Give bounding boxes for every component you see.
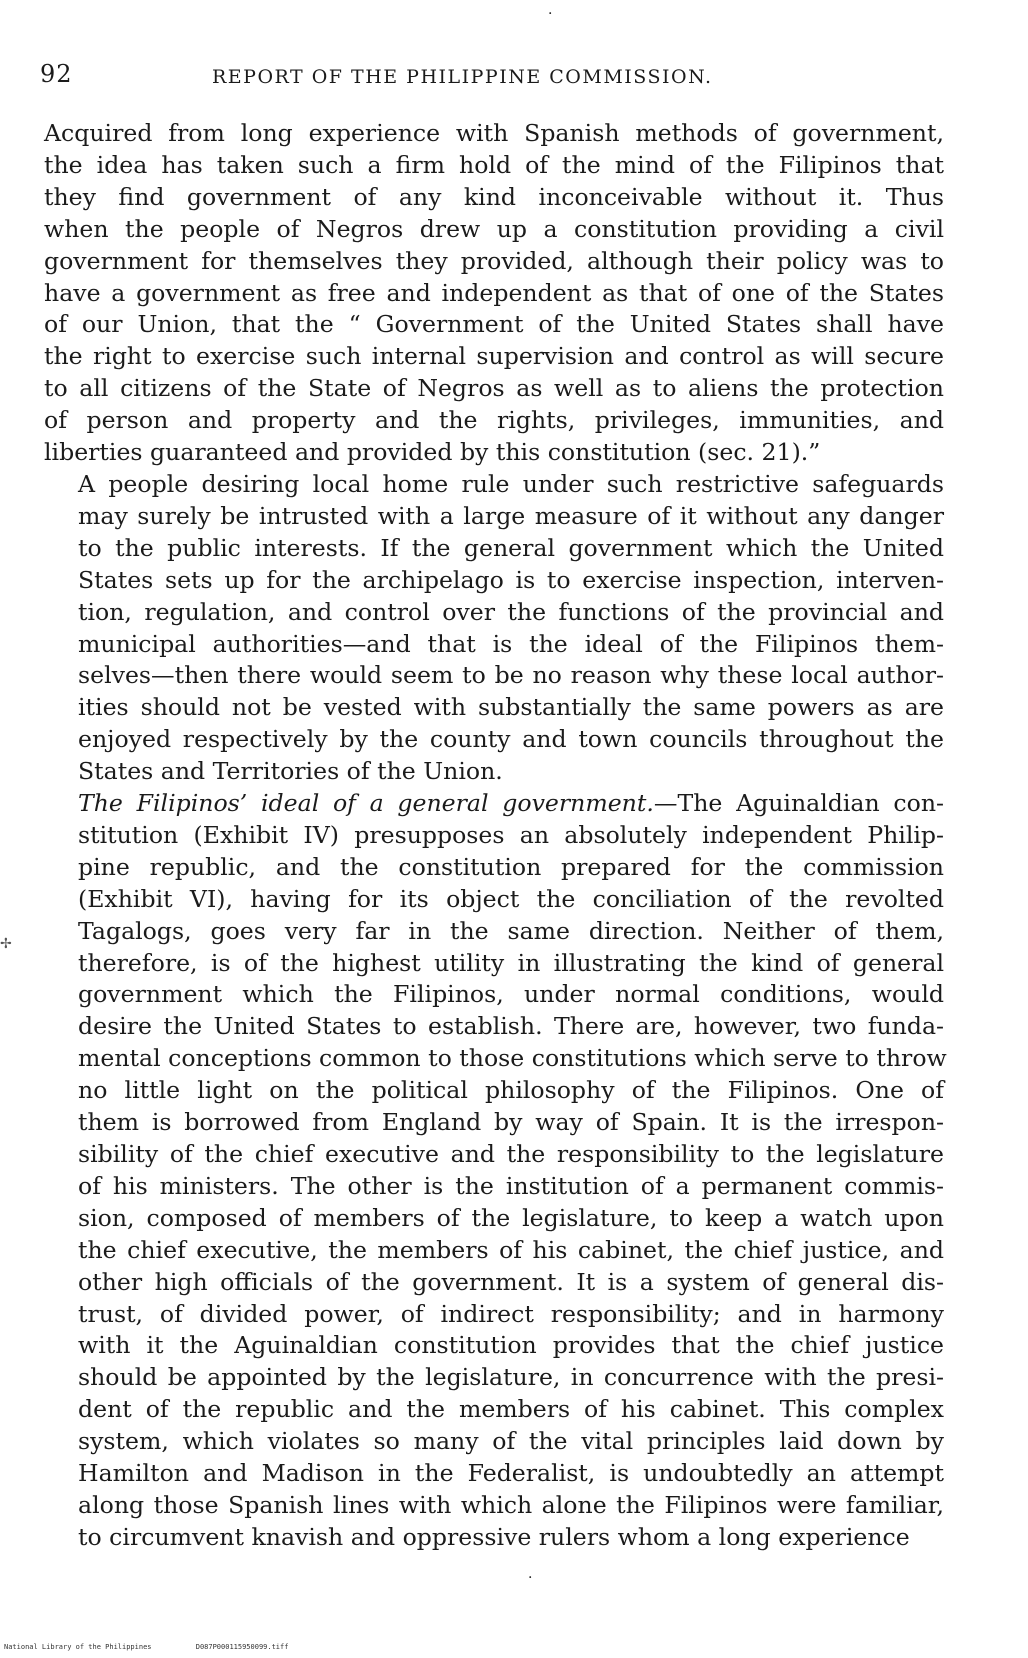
running-title: REPORT OF THE PHILIPPINE COMMISSION. <box>212 66 713 88</box>
text-line: Tagalogs, goes very far in the same direction. Neither of them, <box>78 916 944 945</box>
text-line: government for themselves they provided, although their policy was to <box>44 246 944 275</box>
scan-speck: · <box>528 1570 533 1586</box>
text-line: desire the United States to establish. There are, however, two funda- <box>78 1012 944 1041</box>
text-line: should be appointed by the legislature, in concurrence with the presi- <box>78 1363 944 1392</box>
text-line: tion, regulation, and control over the functions of the provincial and <box>78 597 944 626</box>
text-line: system, which violates so many of the vital principles laid down by <box>78 1427 944 1456</box>
text-line <box>44 788 944 820</box>
text-line: A people desiring local home rule under such restrictive safeguards <box>78 469 944 498</box>
text-line: of his ministers. The other is the institution of a permanent commis- <box>78 1171 944 1200</box>
text-line: the right to exercise such internal supervision and control as will secure <box>44 342 944 371</box>
text-line: with it the Aguinaldian constitution provides that the chief justice <box>78 1331 944 1360</box>
page-number: 92 <box>40 60 73 88</box>
text-line: may surely be intrusted with a large measure of it without any danger <box>78 501 944 530</box>
text-line: therefore, is of the highest utility in illustrating the kind of general <box>78 948 944 977</box>
text-line: them is borrowed from England by way of Spain. It is the irrespon- <box>78 1108 944 1137</box>
text-line: liberties guaranteed and provided by this constitution (sec. 21).” <box>44 438 821 467</box>
side-heading: The Filipinos’ ideal of a general government. <box>78 789 654 818</box>
margin-mark: ✢ <box>0 936 12 952</box>
text-line: dent of the republic and the members of his cabinet. This complex <box>78 1395 944 1424</box>
footer-source: National Library of the Philippines <box>4 1643 152 1651</box>
text-line: other high officials of the government. It is a system of general dis- <box>78 1267 944 1296</box>
text-line: no little light on the political philosophy of the Filipinos. One of <box>78 1076 944 1105</box>
text-line: to the public interests. If the general government which the United <box>78 533 944 562</box>
side-heading-continuation: —The Aguinaldian con- <box>653 789 944 818</box>
text-line: (Exhibit VI), having for its object the conciliation of the revolted <box>78 884 944 913</box>
scan-footer <box>4 1643 328 1651</box>
text-line: to all citizens of the State of Negros as well as to aliens the protection <box>44 374 944 403</box>
text-line: enjoyed respectively by the county and town councils throughout the <box>78 725 944 754</box>
text-line: mental conceptions common to those constitutions which serve to throw <box>78 1044 947 1073</box>
text-line: the chief executive, the members of his cabinet, the chief justice, and <box>78 1235 944 1264</box>
text-line: when the people of Negros drew up a constitution providing a civil <box>44 214 944 243</box>
text-line: Hamilton and Madison in the Federalist, is undoubtedly an attempt <box>78 1459 944 1488</box>
text-line: have a government as free and independent as that of one of the States <box>44 278 944 307</box>
text-line: of our Union, that the “ Government of the United States shall have <box>44 310 944 339</box>
paragraph <box>44 118 944 469</box>
text-line: the idea has taken such a firm hold of the mind of the Filipinos that <box>44 150 944 179</box>
text-line: government which the Filipinos, under normal conditions, would <box>78 980 944 1009</box>
text-line: sibility of the chief executive and the responsibility to the legislature <box>78 1140 944 1168</box>
text-line: along those Spanish lines with which alone the Filipinos were familiar, <box>78 1490 944 1519</box>
text-line: municipal authorities—and that is the ideal of the Filipinos them- <box>78 629 944 658</box>
text-line: they find government of any kind inconceivable without it. Thus <box>44 182 944 211</box>
scan-speck: · <box>548 6 553 22</box>
text-line: Acquired from long experience with Spanish methods of government, <box>44 119 944 147</box>
text-line: States and Territories of the Union. <box>78 757 503 786</box>
text-line: pine republic, and the constitution prepared for the commission <box>78 852 944 881</box>
paragraph <box>44 788 947 1554</box>
text-line: sion, composed of members of the legislature, to keep a watch upon <box>78 1203 944 1232</box>
text-line: of person and property and the rights, privileges, immunities, and <box>44 406 944 435</box>
text-line: to circumvent knavish and oppressive rulers whom a long experience <box>78 1522 910 1551</box>
text-line: selves—then there would seem to be no reason why these local author- <box>78 661 944 690</box>
body-text <box>44 118 947 1554</box>
text-line: trust, of divided power, of indirect responsibility; and in harmony <box>78 1299 944 1328</box>
footer-file: D087P000115950099.tiff <box>195 1643 289 1651</box>
text-line: stitution (Exhibit IV) presupposes an absolutely independent Philip- <box>78 820 944 849</box>
paragraph <box>44 469 944 788</box>
text-line: States sets up for the archipelago is to exercise inspection, interven- <box>78 565 944 594</box>
text-line: ities should not be vested with substantially the same powers as are <box>78 693 944 722</box>
